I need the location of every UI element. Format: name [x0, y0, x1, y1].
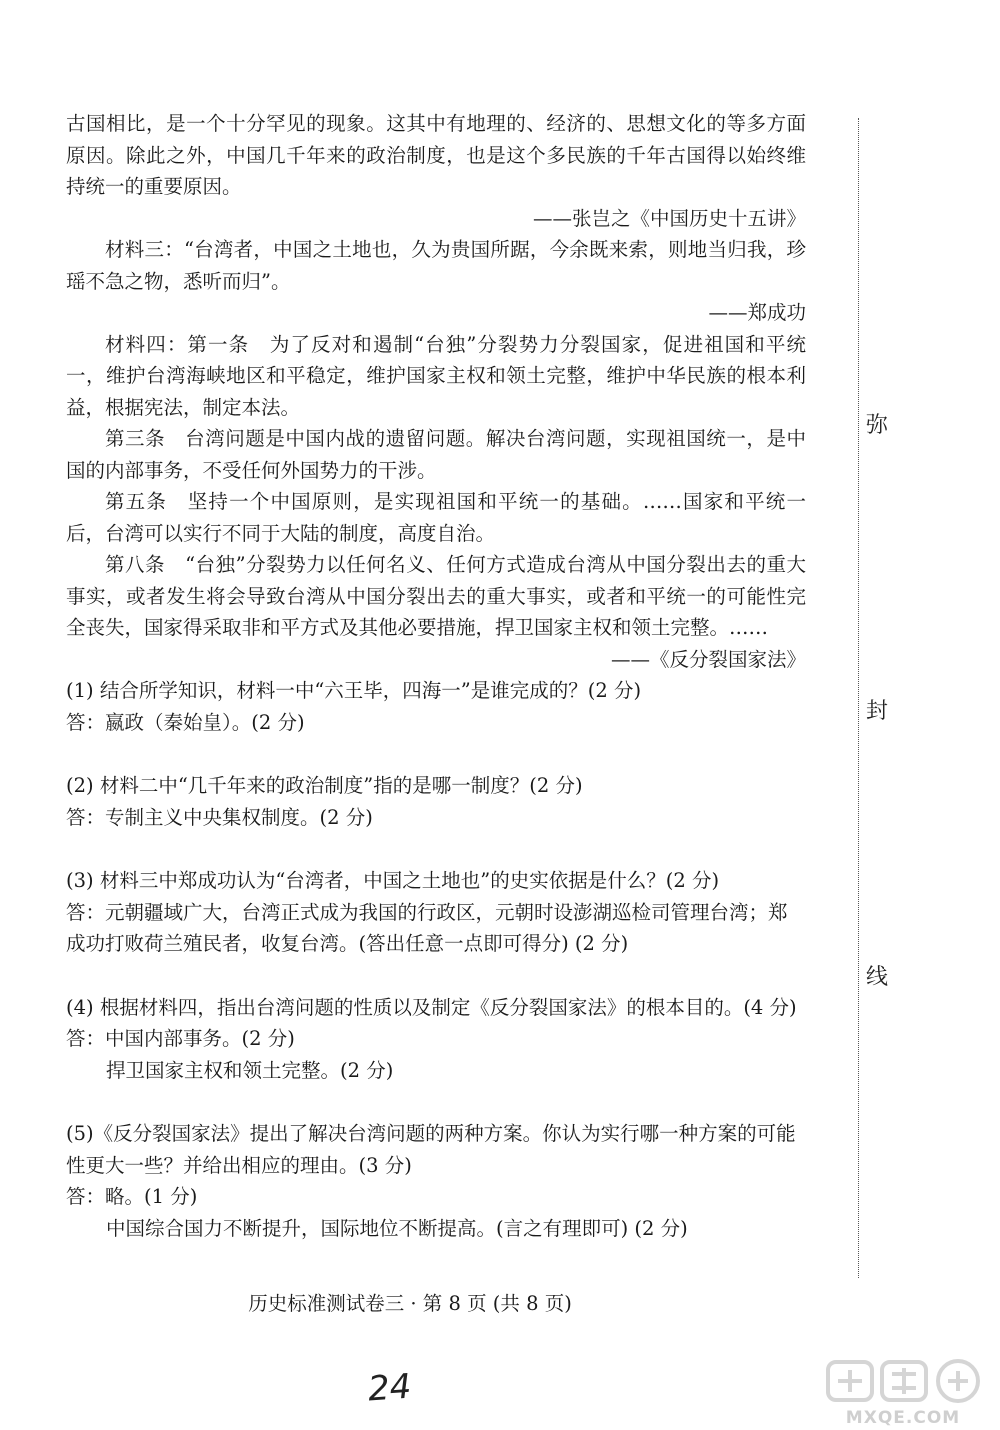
page-footer: 历史标准测试卷三 · 第 8 页 (共 8 页): [248, 1292, 572, 1315]
material-four: 材料四：第一条 为了反对和遏制“台独”分裂势力分裂国家，促进祖国和平统一，维护台湾海峡地区和平稳定，维护国家主权和领土完整，维护中华民族的根本利益，根据宪法，制定本法。: [66, 332, 806, 419]
article-eight: 第八条 “台独”分裂势力以任何名义、任何方式造成台湾从中国分裂出去的重大事实，或者发生将会导致台湾从中国分裂出去的重大事实，或者和平统一的可能性完全丧失，国家得采取非和平方式及其他必要措施，捍卫国家主权和领土完整。……: [66, 553, 806, 639]
question-4: (4) 根据材料四，指出台湾问题的性质以及制定《反分裂国家法》的根本目的。(4 分): [66, 995, 797, 1019]
question-2: (2) 材料二中“几千年来的政治制度”指的是哪一制度？(2 分): [66, 774, 583, 797]
material-three: 材料三：“台湾者，中国之土地也，久为贵国所踞，今余既来索，则地当归我，珍瑶不急之物，悉听而归”。: [66, 238, 806, 293]
material-two-source: ——张岂之《中国历史十五讲》: [532, 206, 806, 230]
binding-char-feng: 封: [866, 699, 889, 724]
question-1: (1) 结合所学知识，材料一中“六王毕，四海一”是谁完成的？(2 分): [66, 679, 642, 702]
answer-1: 答：嬴政（秦始皇）。(2 分): [66, 710, 305, 734]
binding-dotted-line: [858, 118, 859, 1278]
answer-4-line-1: 答：中国内部事务。(2 分): [66, 1027, 295, 1050]
material-two-continued: 古国相比，是一个十分罕见的现象。这其中有地理的、经济的、思想文化的等多方面原因。除此之外，中国几千年来的政治制度，也是这个多民族的千年古国得以始终维持统一的重要原因。: [66, 112, 806, 198]
answer-5-line-1: 答：略。(1 分): [66, 1185, 198, 1208]
answer-5-line-2: 中国综合国力不断提升，国际地位不断提高。(言之有理即可) (2 分): [106, 1216, 688, 1240]
answer-2: 答：专制主义中央集权制度。(2 分): [66, 805, 373, 829]
article-three: 第三条 台湾问题是中国内战的遗留问题。解决台湾问题，实现祖国统一，是中国的内部事务，不受任何外国势力的干涉。: [66, 427, 806, 482]
watermark-emblem-icon: [808, 1356, 998, 1410]
material-four-source: ——《反分裂国家法》: [610, 647, 806, 671]
answer-3: 答：元朝疆域广大，台湾正式成为我国的行政区，元朝时设澎湖巡检司管理台湾；郑成功打败荷兰殖民者，收复台湾。(答出任意一点即可得分) (2 分): [66, 900, 788, 955]
watermark-text: MXQE.COM: [845, 1408, 961, 1428]
article-five: 第五条 坚持一个中国原则，是实现祖国和平统一的基础。……国家和平统一后，台湾可以实行不同于大陆的制度，高度自治。: [66, 490, 806, 545]
material-three-source: ——郑成功: [708, 301, 806, 324]
binding-char-mi: 弥: [866, 413, 889, 438]
question-5: (5)《反分裂国家法》提出了解决台湾问题的两种方案。你认为实行哪一种方案的可能性更大一些？并给出相应的理由。(3 分): [66, 1122, 796, 1177]
binding-char-xian: 线: [866, 965, 889, 990]
watermark-logo: [808, 1356, 998, 1430]
handwritten-page-number: 24: [366, 1366, 413, 1410]
answer-4-line-2: 捍卫国家主权和领土完整。(2 分): [106, 1058, 394, 1082]
page-content: [66, 108, 806, 1244]
question-3: (3) 材料三中郑成功认为“台湾者，中国之土地也”的史实依据是什么？(2 分): [66, 869, 720, 892]
